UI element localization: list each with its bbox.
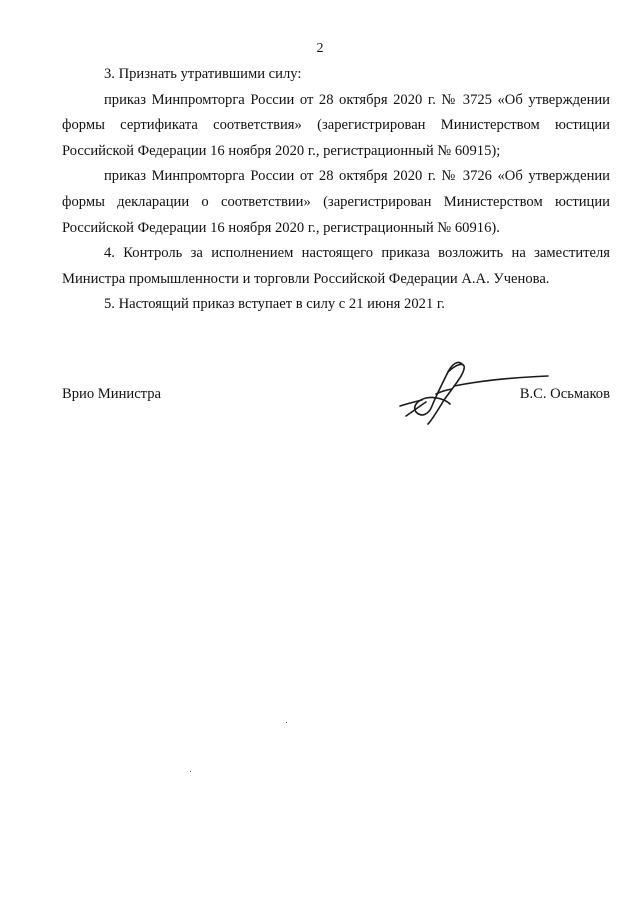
scan-speck — [190, 771, 191, 772]
handwritten-signature — [392, 356, 552, 428]
scan-speck — [286, 722, 287, 723]
paragraph-order-3725: приказ Минпромторга России от 28 октября 2020 г. № 3725 «Об утверждении формы сертификата соответствия» (зарегистрирован Министерством юстиции Российской Федерации 16 ноября 2020 г., регистрационный № 60915); — [62, 91, 610, 159]
paragraph-item-4-control: 4. Контроль за исполнением настоящего приказа возложить на заместителя Министра промышленности и торговли Российской Федерации А.А. Ученова. — [62, 245, 610, 287]
paragraph-item-5-effective-date: 5. Настоящий приказ вступает в силу с 21 июня 2021 г. — [104, 296, 445, 313]
paragraph-item-3: 3. Признать утратившими силу: — [104, 66, 302, 82]
page-number: 2 — [316, 41, 324, 56]
signatory-name: В.С. Осьмаков — [519, 386, 610, 402]
document-body — [62, 62, 610, 318]
signatory-role: Врио Министра — [62, 386, 161, 402]
paragraph-order-3726: приказ Минпромторга России от 28 октября 2020 г. № 3726 «Об утверждении формы декларации о соответствии» (зарегистрирован Министерством юстиции Российской Федерации 16 ноября 2020 г., регистрационный № 60916). — [62, 168, 610, 236]
